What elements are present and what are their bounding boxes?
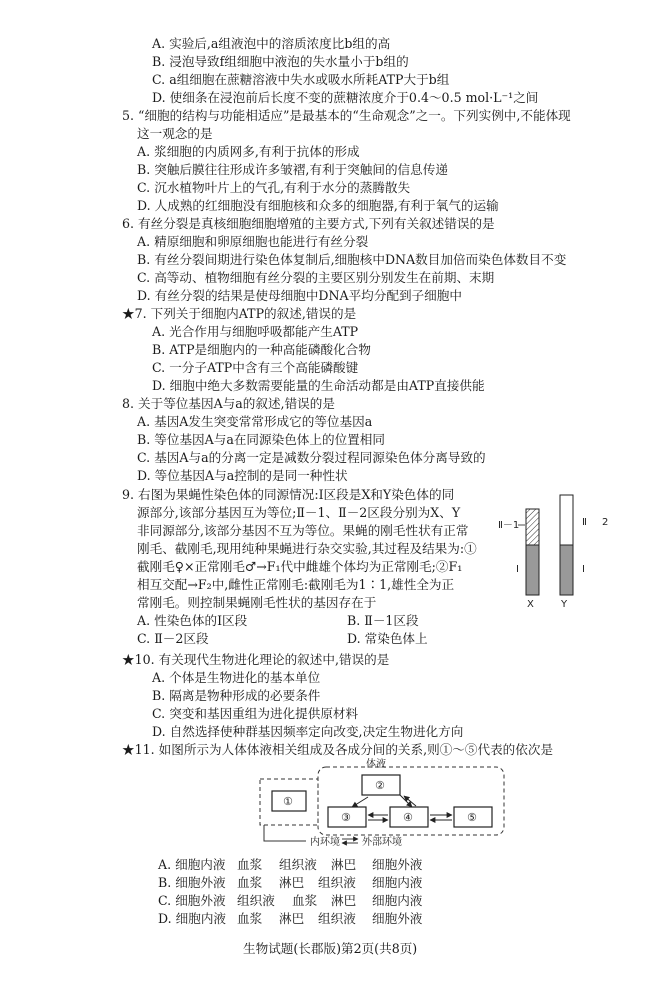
- q5-option-c: C. 沉水植物叶片上的气孔,有利于水分的蒸腾散失: [137, 180, 411, 195]
- q5-option-d: D. 人成熟的红细胞没有细胞核和众多的细胞器,有利于氧气的运输: [137, 198, 499, 213]
- q5-stem-line-2: 这一观念的是: [137, 126, 213, 141]
- q7-option-b: B. ATP是细胞内的一种高能磷酸化合物: [152, 342, 371, 357]
- box-3: [328, 807, 366, 827]
- box-2: [362, 775, 400, 795]
- q10-stem: ★10. 有关现代生物进化理论的叙述中,错误的是: [122, 652, 390, 667]
- q6-option-d: D. 有丝分裂的结果是使母细胞中DNA平均分配到子细胞中: [137, 288, 462, 303]
- q7-option-a: A. 光合作用与细胞呼吸都能产生ATP: [152, 324, 359, 339]
- q8-option-b: B. 等位基因A与a在同源染色体上的位置相同: [137, 432, 385, 447]
- q9-chromosome-figure: [496, 492, 616, 608]
- q11-stem: ★11. 如图所示为人体体液相关组成及各成分间的关系,则①～⑤代表的依次是: [122, 742, 554, 757]
- svg-text:③: ③: [341, 811, 351, 824]
- q5-option-b: B. 突触后膜往往形成许多皱褶,有利于突触间的信息传递: [137, 162, 448, 177]
- q9-stem-line-7: 常刚毛。则控制果蝇刚毛性状的基因存在于: [137, 595, 377, 610]
- q10-option-d: D. 自然选择使种群基因频率定向改变,决定生物进化方向: [152, 724, 464, 739]
- label-x: X: [527, 599, 534, 608]
- label-internal-env: 内环境: [310, 837, 340, 847]
- q8-option-c: C. 基因A与a的分离一定是减数分裂过程同源染色体分离导致的: [137, 450, 486, 465]
- box-5: [454, 807, 492, 827]
- q9-option-d: D. 常染色体上: [347, 631, 428, 646]
- q9-option-a: A. 性染色体的Ⅰ区段: [137, 613, 248, 628]
- svg-text:②: ②: [375, 779, 385, 792]
- label-ii-1: Ⅱ－1: [498, 520, 520, 531]
- svg-text:⑤: ⑤: [467, 811, 477, 824]
- q9-stem-line-2: 源部分,该部分基因互为等位;Ⅱ－1、Ⅱ－2区段分别为X、Y: [137, 505, 461, 520]
- label-body-fluid: 体液: [366, 759, 386, 770]
- q7-option-c: C. 一分子ATP中含有三个高能磷酸键: [152, 360, 359, 375]
- q8-option-d: D. 等位基因A与a控制的是同一种性状: [137, 468, 348, 483]
- svg-text:④: ④: [403, 811, 413, 824]
- label-ii-2-suffix: 2: [602, 517, 609, 528]
- q4-option-c: C. a组细胞在蔗糖溶液中失水或吸水所耗ATP大于b组: [152, 72, 450, 87]
- q9-stem-line-1: 9. 右图为果蝇性染色体的同源情况:Ⅰ区段是X和Y染色体的同: [122, 487, 455, 502]
- q9-stem-line-6: 相互交配→F₂中,雌性正常刚毛:截刚毛为1∶1,雄性全为正: [137, 577, 455, 592]
- q9-option-b: B. Ⅱ－1区段: [347, 613, 419, 628]
- label-x-region-i: Ⅰ: [516, 564, 519, 575]
- q6-option-a: A. 精原细胞和卵原细胞也能进行有丝分裂: [137, 234, 369, 249]
- q4-option-b: B. 浸泡导致f组细胞中液泡的失水量小于b组的: [152, 54, 409, 69]
- q7-stem: ★7. 下列关于细胞内ATP的叙述,错误的是: [122, 306, 357, 321]
- page-footer: 生物试题(长郡版)第2页(共8页): [243, 941, 418, 956]
- x-chromosome: [526, 509, 539, 595]
- label-y: Y: [561, 599, 568, 608]
- q5-option-a: A. 浆细胞的内质网多,有利于抗体的形成: [137, 144, 360, 159]
- q9-option-c: C. Ⅱ－2区段: [137, 631, 209, 646]
- q10-option-c: C. 突变和基因重组为进化提供原材料: [152, 706, 359, 721]
- q10-option-a: A. 个体是生物进化的基本单位: [152, 670, 321, 685]
- label-external-env: 外部环境: [362, 837, 402, 847]
- q9-stem-line-5: 截刚毛♀×正常刚毛♂→F₁代中雌雄个体均为正常刚毛;②F₁: [137, 559, 463, 574]
- q8-option-a: A. 基因A发生突变常常形成它的等位基因a: [137, 414, 373, 429]
- box-4: [390, 807, 428, 827]
- q6-stem: 6. 有丝分裂是真核细胞细胞增殖的主要方式,下列有关叙述错误的是: [122, 216, 495, 231]
- y-chromosome: [560, 495, 573, 595]
- q5-stem-line-1: 5. “细胞的结构与功能相适应”是最基本的“生命观念”之一。下列实例中,不能体现: [122, 108, 571, 123]
- q9-stem-line-4: 刚毛、截刚毛,现用纯种果蝇进行杂交实验,其过程及结果为:①: [137, 541, 477, 556]
- q4-option-d: D. 使细条在浸泡前后长度不变的蔗糖浓度介于0.4～0.5 mol·L⁻¹之间: [152, 90, 539, 105]
- q8-stem: 8. 关于等位基因A与a的叙述,错误的是: [122, 396, 335, 411]
- label-ii-2: Ⅱ: [582, 517, 587, 528]
- q10-option-b: B. 隔离是物种形成的必要条件: [152, 688, 321, 703]
- q11-body-fluid-figure: [250, 757, 520, 847]
- q7-option-d: D. 细胞中绝大多数需要能量的生命活动都是由ATP直接供能: [152, 378, 485, 393]
- box-1: [272, 791, 306, 811]
- q9-stem-line-3: 非同源部分,该部分基因不互为等位。果蝇的刚毛性状有正常: [137, 523, 469, 538]
- label-y-region-i: Ⅰ: [582, 564, 585, 575]
- q6-option-c: C. 高等动、植物细胞有丝分裂的主要区别分别发生在前期、末期: [137, 270, 495, 285]
- svg-text:①: ①: [283, 795, 293, 808]
- q6-option-b: B. 有丝分裂间期进行染色体复制后,细胞核中DNA数目加倍而染色体数目不变: [137, 252, 567, 267]
- q4-option-a: A. 实验后,a组液泡中的溶质浓度比b组的高: [152, 36, 391, 51]
